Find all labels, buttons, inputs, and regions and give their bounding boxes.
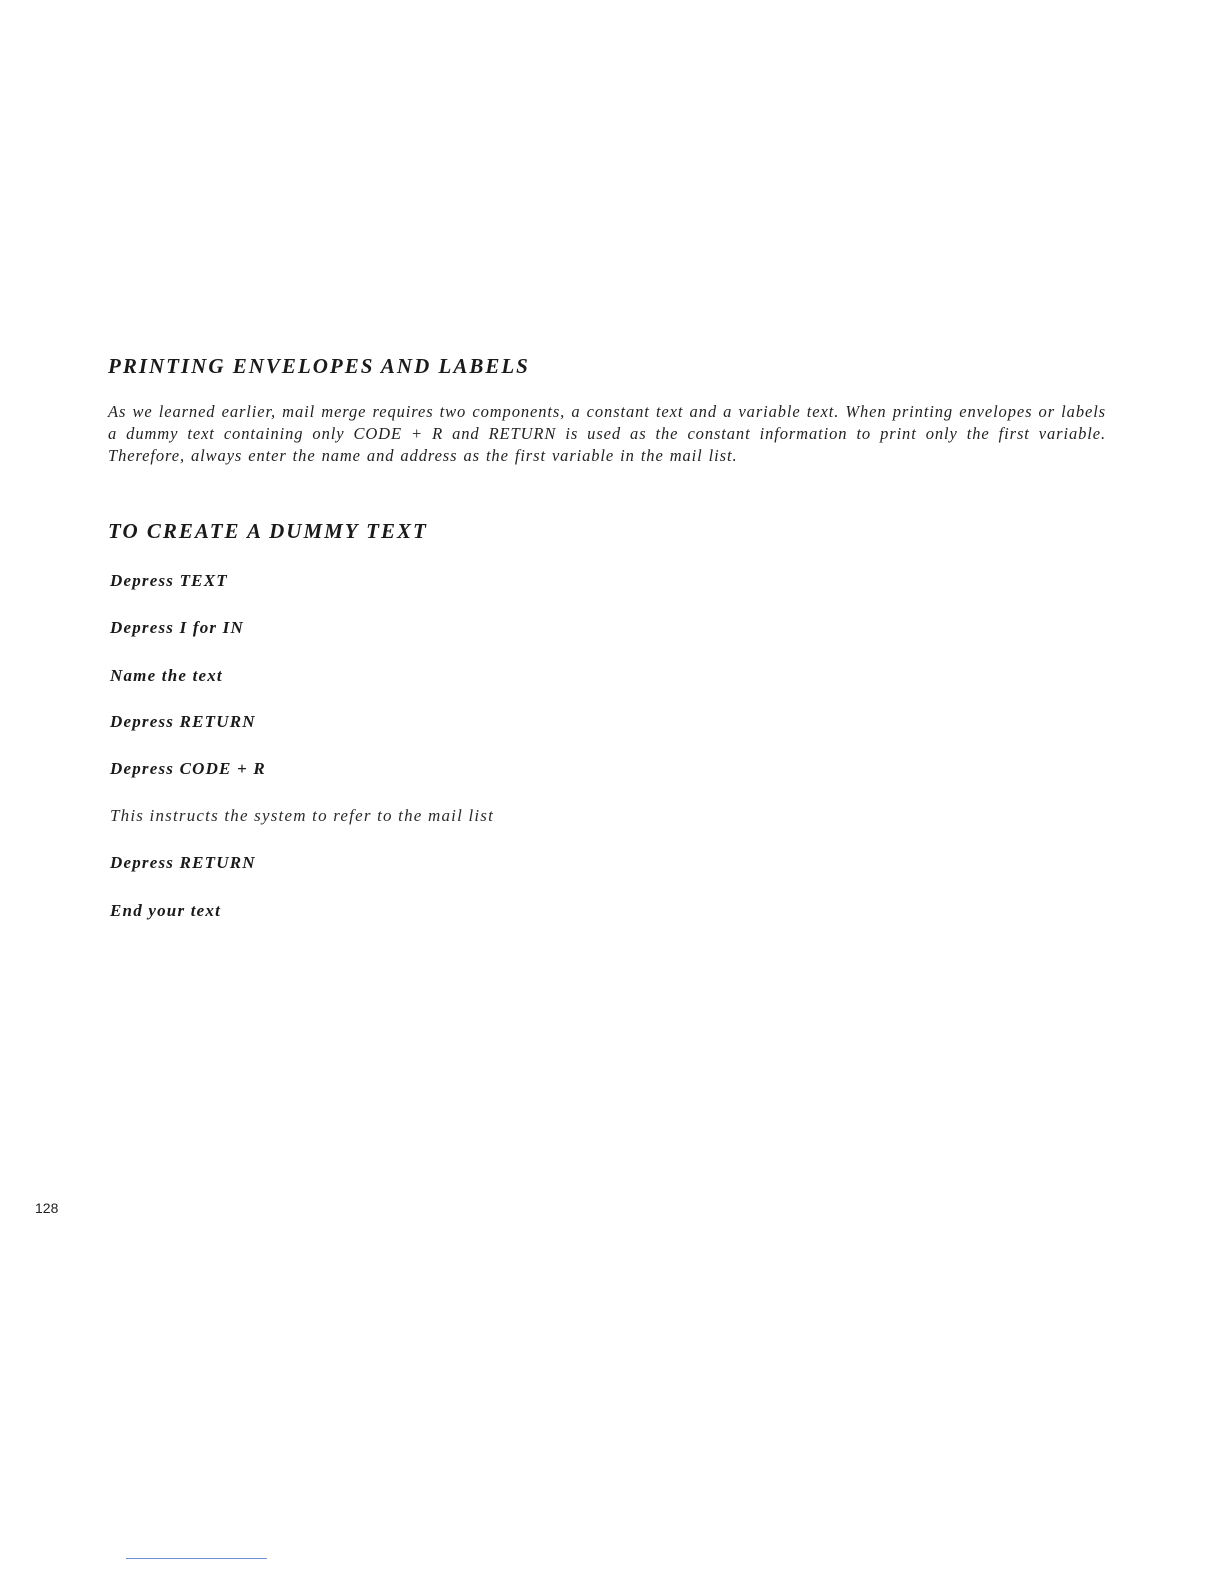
step-name-the-text: Name the text: [110, 666, 223, 685]
step-depress-return-2: Depress RETURN: [110, 853, 256, 872]
step-end-your-text: End your text: [110, 901, 222, 920]
intro-paragraph: As we learned earlier, mail merge requires two components, a constant text and a variable text. When printing envelopes or labels a dummy text containing only CODE + R and RETURN is used as the constant information to print only the first variable. Therefore, always enter the name and address as the first variable in the mail list.: [108, 402, 1106, 465]
footer-rule: [126, 1558, 267, 1559]
step-depress-return: Depress RETURN: [110, 712, 256, 731]
page-number: 128: [35, 1200, 59, 1216]
procedure-title: TO CREATE A DUMMY TEXT: [108, 519, 428, 543]
step-depress-text: Depress TEXT: [110, 571, 228, 590]
section-title: PRINTING ENVELOPES AND LABELS: [108, 354, 530, 378]
step-depress-i-for-in: Depress I for IN: [110, 618, 244, 637]
step-note: This instructs the system to refer to the mail list: [110, 806, 495, 825]
step-depress-code-r: Depress CODE + R: [110, 759, 266, 778]
